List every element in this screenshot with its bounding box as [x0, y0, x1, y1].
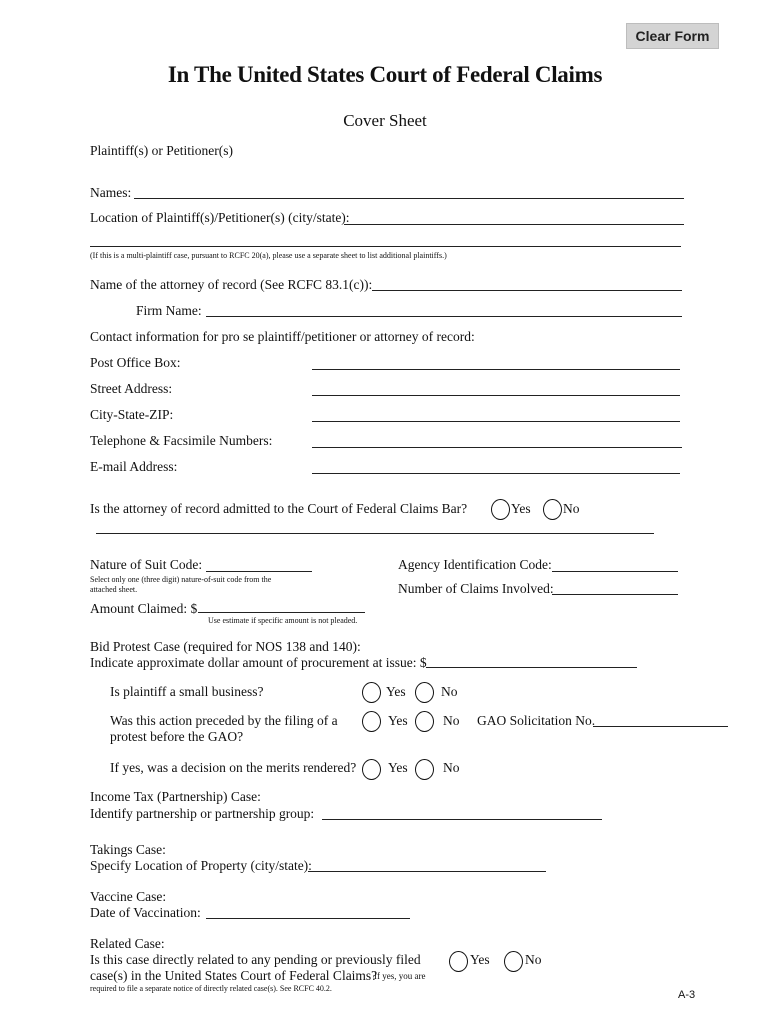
- small-business-question: Is plaintiff a small business?: [110, 684, 264, 699]
- merits-no-label: No: [443, 760, 460, 775]
- gao-yes-label: Yes: [388, 713, 408, 728]
- street-field[interactable]: [312, 395, 680, 396]
- gao-question-line-1: Was this action preceded by the filing of a: [110, 713, 338, 728]
- amount-label: Amount Claimed: $: [90, 601, 198, 616]
- clear-form-button[interactable]: Clear Form: [626, 23, 719, 49]
- claims-field[interactable]: [552, 594, 678, 595]
- bar-yes-radio[interactable]: [491, 499, 510, 520]
- gao-question-line-2: protest before the GAO?: [110, 729, 244, 744]
- bar-yes-label: Yes: [511, 501, 531, 516]
- email-label: E-mail Address:: [90, 459, 178, 474]
- names-field[interactable]: [134, 198, 684, 199]
- bar-no-label: No: [563, 501, 580, 516]
- related-question-line-2: case(s) in the United States Court of Federal Claims?: [90, 968, 378, 983]
- partnership-field[interactable]: [322, 819, 602, 820]
- court-title: In The United States Court of Federal Claims: [167, 62, 603, 87]
- procurement-field[interactable]: [426, 667, 637, 668]
- email-field[interactable]: [312, 473, 680, 474]
- vaccine-label: Vaccine Case:: [90, 889, 167, 904]
- city-label: City-State-ZIP:: [90, 407, 174, 422]
- po-box-label: Post Office Box:: [90, 355, 181, 370]
- street-label: Street Address:: [90, 381, 173, 396]
- nature-label: Nature of Suit Code:: [90, 557, 203, 572]
- related-question-line-1: Is this case directly related to any pending or previously filed: [90, 952, 421, 967]
- firm-field[interactable]: [206, 316, 682, 317]
- phone-label: Telephone & Facsimile Numbers:: [90, 433, 273, 448]
- gao-solicitation-field[interactable]: [593, 726, 728, 727]
- additional-plaintiffs-field[interactable]: [90, 246, 681, 247]
- contact-label: Contact information for pro se plaintiff/petitioner or attorney of record:: [90, 329, 475, 344]
- merits-yes-label: Yes: [388, 760, 408, 775]
- section-divider: [96, 533, 654, 534]
- related-label: Related Case:: [90, 936, 165, 951]
- location-field[interactable]: [344, 224, 684, 225]
- property-label: Specify Location of Property (city/state):: [90, 858, 312, 873]
- agency-field[interactable]: [552, 571, 678, 572]
- small-business-no-radio[interactable]: [415, 682, 434, 703]
- page-number: A-3: [678, 989, 696, 1001]
- income-tax-label: Income Tax (Partnership) Case:: [90, 789, 261, 804]
- related-no-radio[interactable]: [504, 951, 523, 972]
- bar-question: Is the attorney of record admitted to the Court of Federal Claims Bar?: [90, 501, 468, 516]
- small-business-no-label: No: [441, 684, 458, 699]
- nature-field[interactable]: [206, 571, 312, 572]
- small-business-yes-label: Yes: [386, 684, 406, 699]
- attorney-field[interactable]: [372, 290, 682, 291]
- gao-solicitation-label: GAO Solicitation No.: [477, 713, 596, 728]
- partnership-label: Identify partnership or partnership group:: [90, 806, 315, 821]
- vaccination-date-label: Date of Vaccination:: [90, 905, 201, 920]
- nature-note-2: attached sheet.: [90, 585, 138, 594]
- amount-field[interactable]: [198, 612, 365, 613]
- bid-protest-label: Bid Protest Case (required for NOS 138 and 140):: [90, 639, 361, 654]
- attorney-label: Name of the attorney of record (See RCFC 83.1(c)):: [90, 277, 373, 292]
- merits-question: If yes, was a decision on the merits rendered?: [110, 760, 357, 775]
- related-yes-radio[interactable]: [449, 951, 468, 972]
- claims-label: Number of Claims Involved:: [398, 581, 554, 596]
- related-note-2: required to file a separate notice of directly related case(s). See RCFC 40.2.: [90, 984, 332, 993]
- city-field[interactable]: [312, 421, 680, 422]
- gao-no-radio[interactable]: [415, 711, 434, 732]
- bar-no-radio[interactable]: [543, 499, 562, 520]
- gao-yes-radio[interactable]: [362, 711, 381, 732]
- related-yes-label: Yes: [470, 952, 490, 967]
- location-label: Location of Plaintiff(s)/Petitioner(s) (city/state):: [90, 210, 350, 225]
- merits-no-radio[interactable]: [415, 759, 434, 780]
- amount-note: Use estimate if specific amount is not pleaded.: [208, 616, 358, 625]
- small-business-yes-radio[interactable]: [362, 682, 381, 703]
- phone-field[interactable]: [312, 447, 682, 448]
- nature-note-1: Select only one (three digit) nature-of-suit code from the: [90, 575, 272, 584]
- property-field[interactable]: [308, 871, 546, 872]
- firm-label: Firm Name:: [136, 303, 202, 318]
- takings-label: Takings Case:: [90, 842, 166, 857]
- form-title: Cover Sheet: [343, 111, 427, 130]
- related-note-1: If yes, you are: [374, 971, 426, 981]
- names-label: Names:: [90, 185, 132, 200]
- multi-plaintiff-note: (If this is a multi-plaintiff case, pursuant to RCFC 20(a), please use a separate sheet to list additional plaintiffs.): [90, 251, 447, 260]
- vaccination-date-field[interactable]: [206, 918, 410, 919]
- related-no-label: No: [525, 952, 542, 967]
- agency-label: Agency Identification Code:: [398, 557, 552, 572]
- procurement-label: Indicate approximate dollar amount of procurement at issue: $: [90, 655, 427, 670]
- gao-no-label: No: [443, 713, 460, 728]
- merits-yes-radio[interactable]: [362, 759, 381, 780]
- po-box-field[interactable]: [312, 369, 680, 370]
- plaintiffs-heading: Plaintiff(s) or Petitioner(s): [90, 143, 233, 158]
